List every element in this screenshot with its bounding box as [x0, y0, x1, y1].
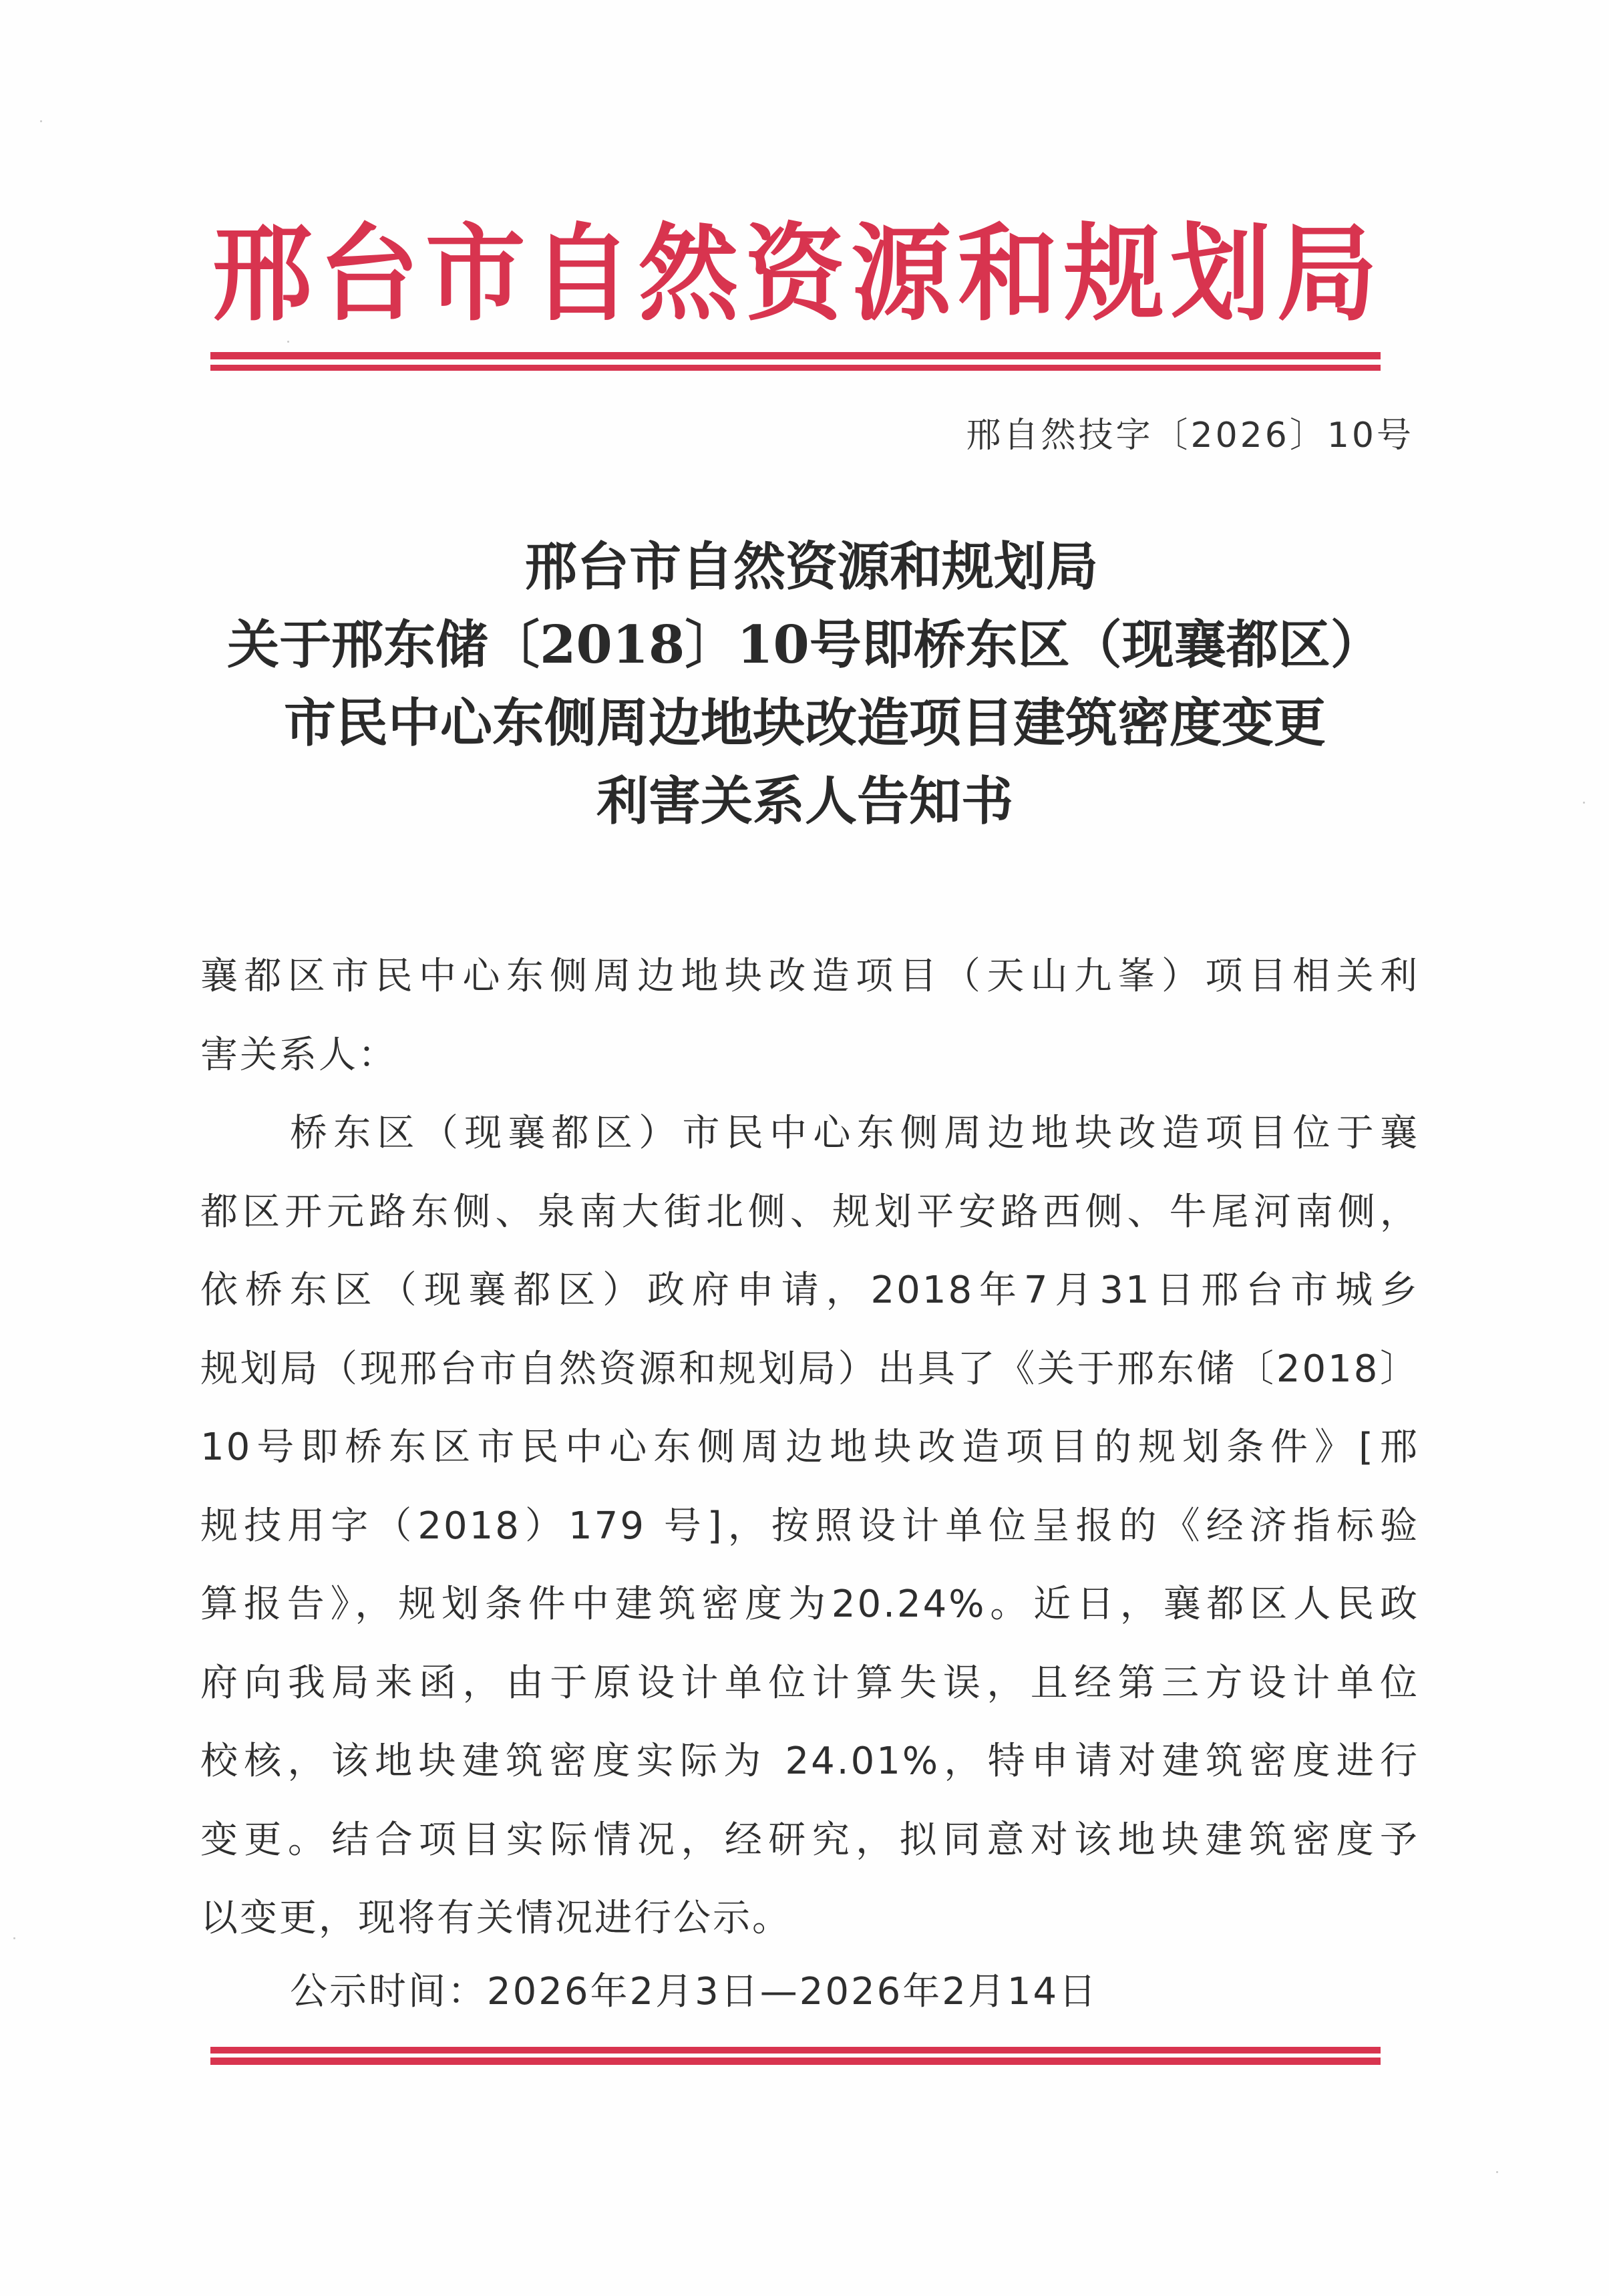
- body-line: 校核，该地块建筑密度实际为 24.01%，特申请对建筑密度进行: [200, 1740, 1419, 1783]
- title-line: 关于邢东储〔2018〕10号即桥东区（现襄都区）: [227, 615, 1383, 675]
- title-line: 市民中心东侧周边地块改造项目建筑密度变更: [283, 693, 1326, 754]
- body-line: 变更。结合项目实际情况，经研究，拟同意对该地块建筑密度予: [200, 1818, 1419, 1862]
- document-number: 邢自然技字〔2026〕10号: [966, 416, 1414, 456]
- footer-divider-thin: [210, 2047, 1381, 2054]
- title-line: 邢台市自然资源和规划局: [524, 536, 1098, 597]
- scan-speck: [287, 341, 289, 343]
- letterhead-char: 然: [638, 212, 739, 336]
- letterhead-divider-thick: [210, 352, 1381, 359]
- salutation-line: 襄都区市民中心东侧周边地块改造项目（天山九峯）项目相关利: [200, 955, 1419, 998]
- body-line: 算报告》，规划条件中建筑密度为20.24%。近日，襄都区人民政: [200, 1583, 1419, 1626]
- scan-speck: [1583, 802, 1585, 804]
- letterhead-char: 自: [532, 212, 633, 336]
- body-line: 府向我局来函，由于原设计单位计算失误，且经第三方设计单位: [200, 1661, 1419, 1705]
- body-line: 10号即桥东区市民中心东侧周边地块改造项目的规划条件》[邢: [200, 1426, 1419, 1469]
- publicity-period: 公示时间：2026年2月3日—2026年2月14日: [290, 1970, 1099, 2013]
- document-body: [200, 937, 1419, 1958]
- body-line: 以变更，现将有关情况进行公示。: [200, 1897, 791, 1940]
- footer-divider-thick: [210, 2058, 1381, 2065]
- salutation-line: 害关系人：: [200, 1033, 397, 1077]
- body-line: 依桥东区（现襄都区）政府申请，2018年7月31日邢台市城乡: [200, 1269, 1419, 1312]
- letterhead-char: 邢: [212, 212, 313, 336]
- scan-speck: [1496, 2171, 1498, 2173]
- body-line: 都区开元路东侧、泉南大街北侧、规划平安路西侧、牛尾河南侧，: [200, 1190, 1419, 1234]
- scan-speck: [40, 120, 42, 122]
- body-line: 规划局（现邢台市自然资源和规划局）出具了《关于邢东储〔2018〕: [200, 1347, 1419, 1391]
- letterhead-org-name: [210, 214, 1379, 334]
- letterhead-char: 划: [1170, 212, 1271, 336]
- letterhead-char: 源: [851, 212, 952, 336]
- scan-speck: [13, 1937, 15, 1939]
- body-line: 桥东区（现襄都区）市民中心东侧周边地块改造项目位于襄: [290, 1112, 1419, 1155]
- letterhead-char: 局: [1276, 212, 1377, 336]
- letterhead-char: 规: [1064, 212, 1165, 336]
- document-title: [194, 528, 1416, 840]
- letterhead-char: 市: [425, 212, 526, 336]
- body-line: 规技用字（2018）179 号]，按照设计单位呈报的《经济指标验: [200, 1504, 1419, 1548]
- letterhead-divider-thin: [210, 365, 1381, 371]
- letterhead-char: 资: [744, 212, 845, 336]
- letterhead-char: 台: [319, 212, 419, 336]
- title-line: 利害关系人告知书: [596, 771, 1013, 832]
- letterhead-char: 和: [957, 212, 1058, 336]
